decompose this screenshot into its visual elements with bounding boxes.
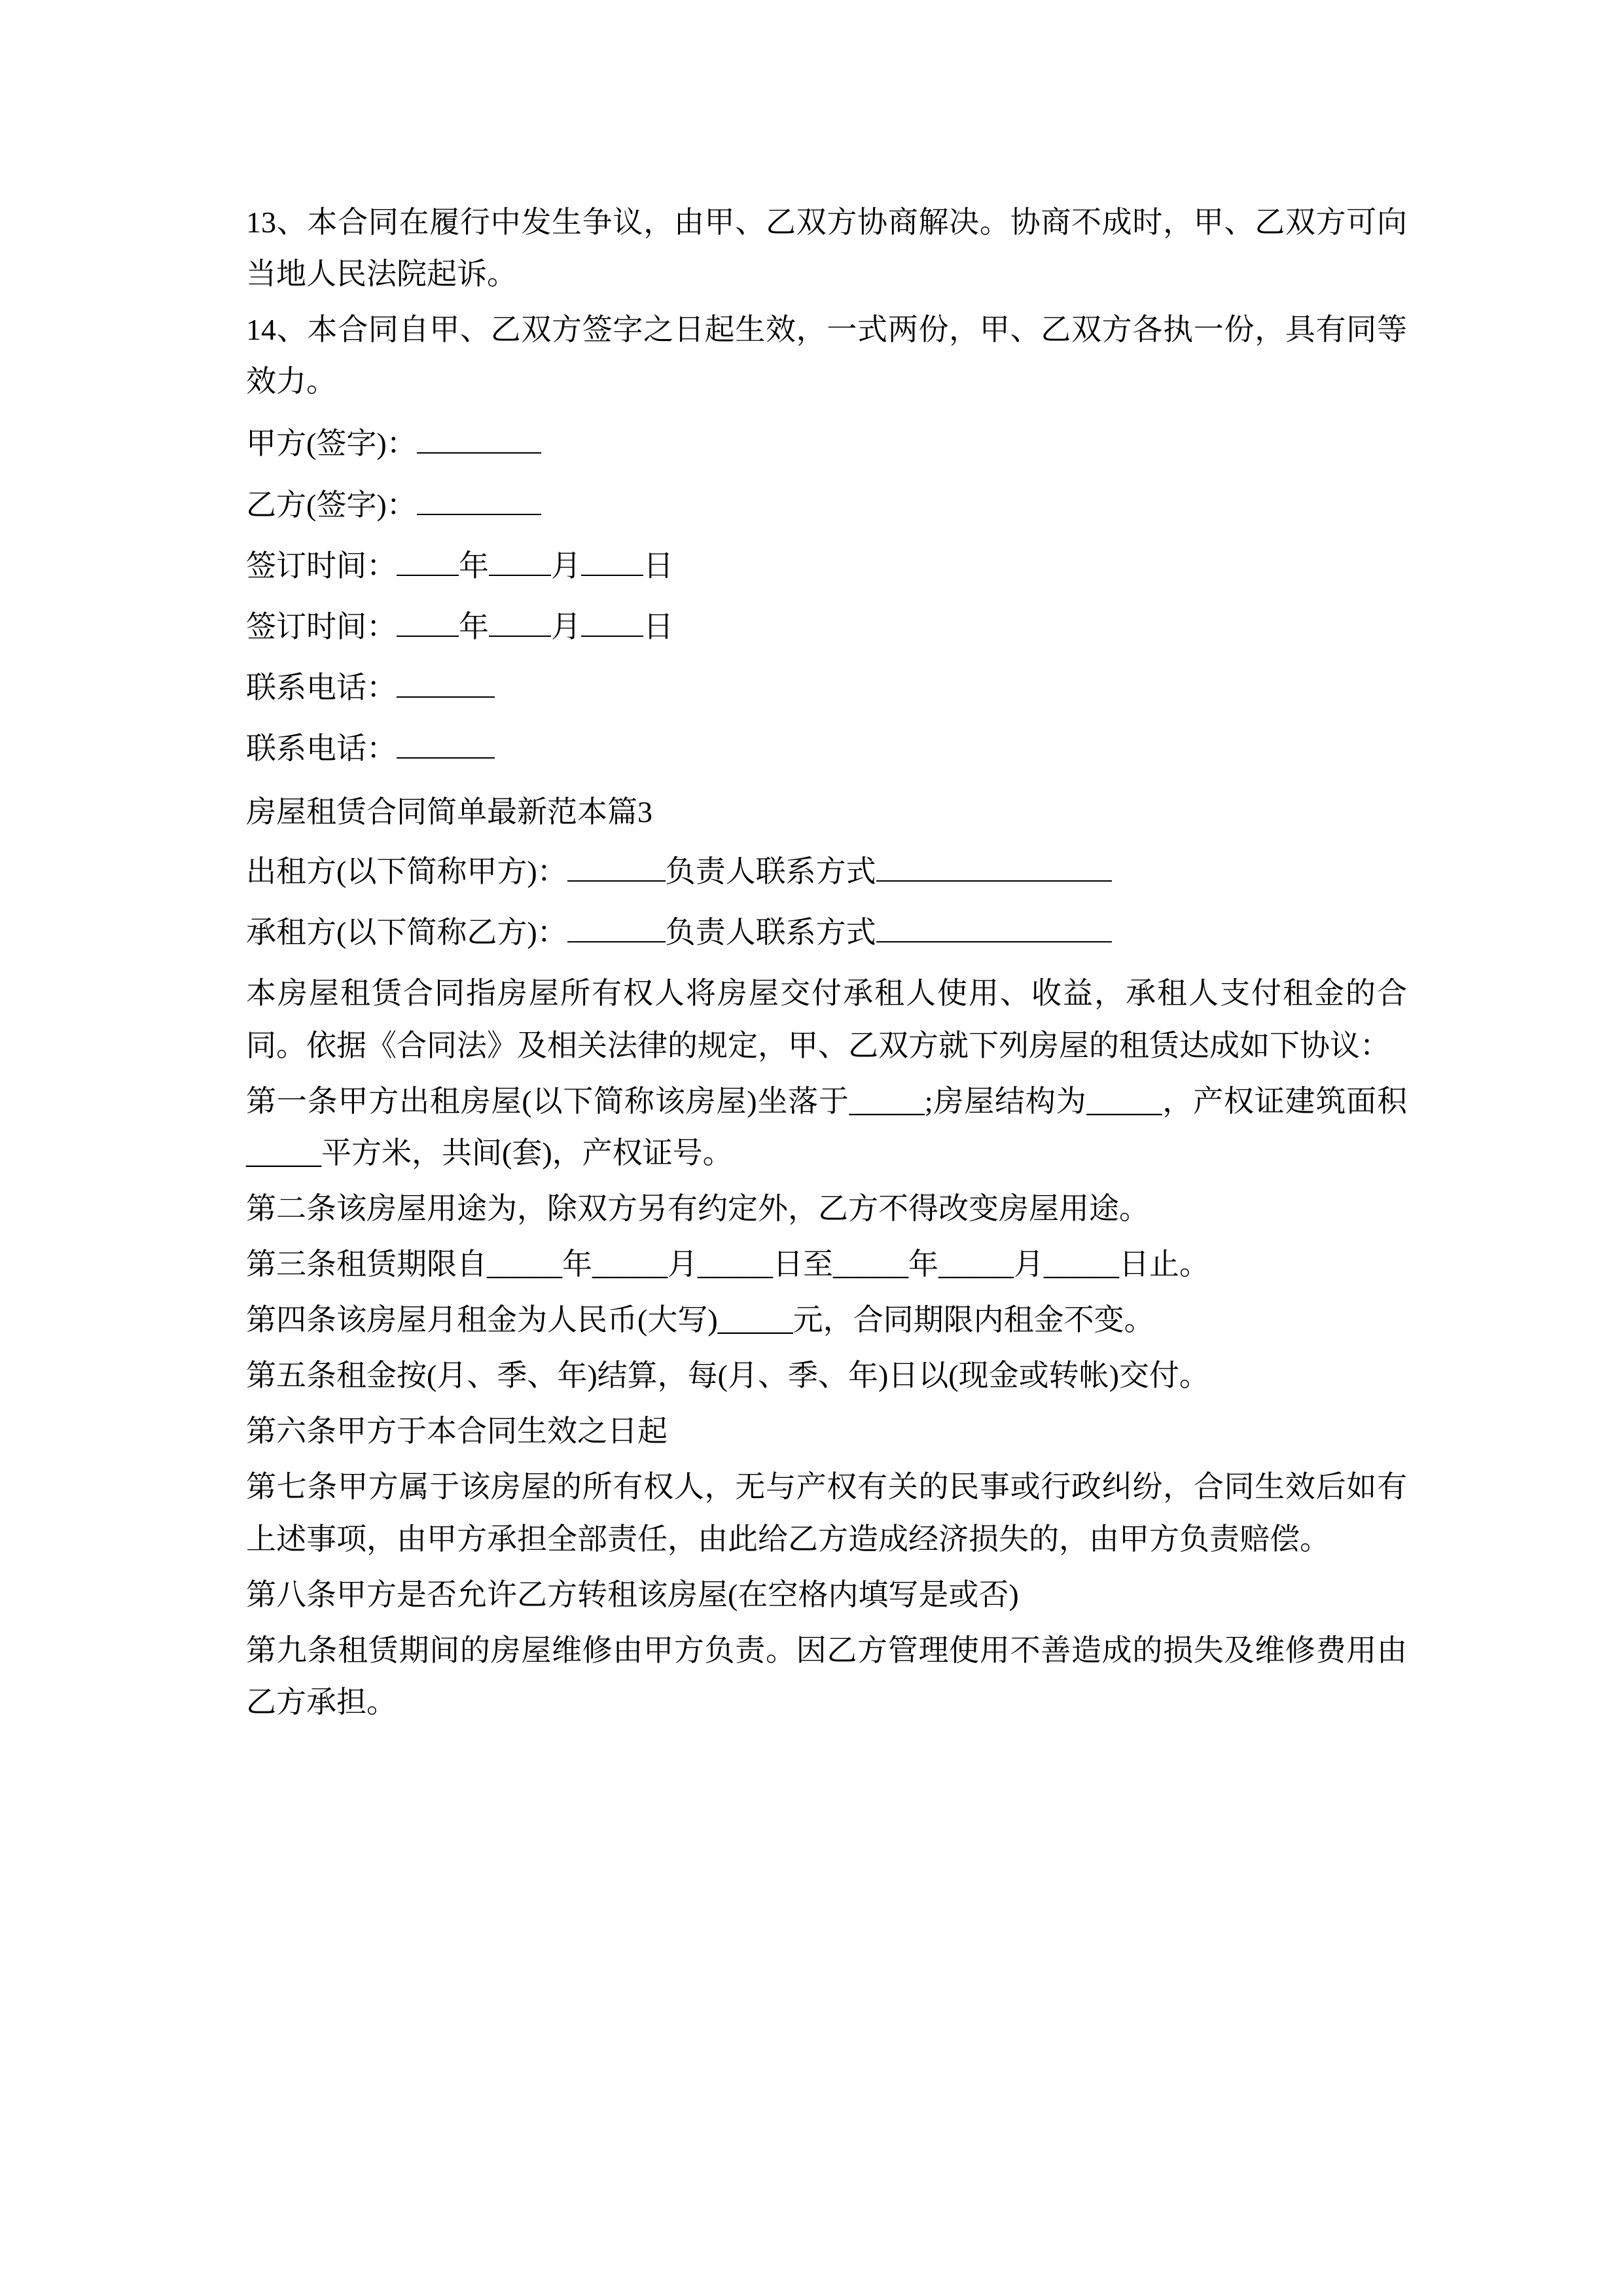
- sign-date-2-year-label: 年: [459, 609, 489, 643]
- clause-14: 14、本合同自甲、乙双方签字之日起生效，一式两份，甲、乙双方各执一份，具有同等效力。: [246, 313, 1407, 399]
- sign-date-2: [216, 601, 1407, 653]
- signature-party-b-blank[interactable]: [417, 514, 541, 515]
- signature-party-a-blank[interactable]: [417, 452, 541, 454]
- article-9: 第九条租赁期间的房屋维修由甲方负责。因乙方管理使用不善造成的损失及维修费用由乙方承担。: [246, 1633, 1407, 1719]
- contact-phone-2-blank[interactable]: [397, 757, 495, 759]
- sign-date-2-year-blank[interactable]: [397, 636, 459, 637]
- article-8: 第八条甲方是否允许乙方转租该房屋(在空格内填写是或否): [246, 1577, 1019, 1611]
- article-7: 第七条甲方属于该房屋的所有权人，无与产权有关的民事或行政纠纷，合同生效后如有上述事项，由甲方承担全部责任，由此给乙方造成经济损失的，由甲方负责赔偿。: [246, 1470, 1407, 1556]
- sign-date-1-year-label: 年: [459, 548, 489, 583]
- lessor-blank[interactable]: [567, 880, 666, 882]
- sign-date-1-label: 签订时间：: [246, 548, 397, 583]
- signature-party-a-label: 甲方(签字)：: [246, 427, 417, 461]
- lessor-line: [216, 846, 1407, 897]
- lessee-contact-blank[interactable]: [876, 941, 1112, 942]
- lessee-contact-label: 负责人联系方式: [665, 916, 876, 950]
- article-2: 第二条该房屋用途为，除双方另有约定外，乙方不得改变房屋用途。: [246, 1191, 1149, 1225]
- clause-13: 13、本合同在履行中发生争议，由甲、乙双方协商解决。协商不成时，甲、乙双方可向当地人民法院起诉。: [246, 206, 1407, 291]
- signature-party-b: [216, 479, 1407, 531]
- contact-phone-2: [216, 723, 1407, 774]
- sign-date-2-month-blank[interactable]: [489, 636, 551, 637]
- contact-phone-2-label: 联系电话：: [246, 731, 397, 765]
- article-4: 第四条该房屋月租金为人民币(大写)_____元，合同期限内租金不变。: [246, 1303, 1154, 1337]
- sign-date-1: [216, 540, 1407, 592]
- spacer: [216, 411, 1407, 418]
- preamble: 本房屋租赁合同指房屋所有权人将房屋交付承租人使用、收益，承租人支付租金的合同。依据《合同法》及相关法律的规定，甲、乙双方就下列房屋的租赁达成如下协议：: [246, 977, 1407, 1062]
- article-3: 第三条租赁期限自_____年_____月_____日至_____年_____月_____日止。: [246, 1247, 1209, 1281]
- lessee-line: [216, 906, 1407, 958]
- sign-date-1-day-label: 日: [643, 548, 673, 583]
- contact-phone-1: [216, 662, 1407, 713]
- sign-date-2-day-blank[interactable]: [581, 636, 643, 637]
- lessee-label: 承租方(以下简称乙方)：: [246, 916, 567, 950]
- sign-date-1-month-blank[interactable]: [489, 575, 551, 576]
- signature-party-a: [216, 418, 1407, 469]
- article-5: 第五条租金按(月、季、年)结算，每(月、季、年)日以(现金或转帐)交付。: [246, 1359, 1209, 1393]
- article-1: 第一条甲方出租房屋(以下简称该房屋)坐落于_____;房屋结构为_____，产权证建筑面积_____平方米，共间(套)，产权证号。: [246, 1084, 1407, 1170]
- sign-date-2-day-label: 日: [643, 609, 673, 643]
- sign-date-2-label: 签订时间：: [246, 609, 397, 643]
- article-6: 第六条甲方于本合同生效之日起: [246, 1414, 668, 1448]
- sign-date-1-month-label: 月: [551, 548, 581, 583]
- sign-date-2-month-label: 月: [551, 609, 581, 643]
- section-title: 房屋租赁合同简单最新范本篇3: [246, 795, 652, 829]
- sign-date-1-day-blank[interactable]: [581, 575, 643, 576]
- lessee-blank[interactable]: [567, 941, 666, 942]
- signature-party-b-label: 乙方(签字)：: [246, 488, 417, 522]
- lessor-contact-blank[interactable]: [876, 880, 1112, 882]
- document-body: [216, 196, 1407, 1728]
- contact-phone-1-blank[interactable]: [397, 696, 495, 698]
- contact-phone-1-label: 联系电话：: [246, 670, 397, 704]
- lessor-label: 出租方(以下简称甲方)：: [246, 855, 567, 889]
- lessor-contact-label: 负责人联系方式: [665, 855, 876, 889]
- sign-date-1-year-blank[interactable]: [397, 575, 459, 576]
